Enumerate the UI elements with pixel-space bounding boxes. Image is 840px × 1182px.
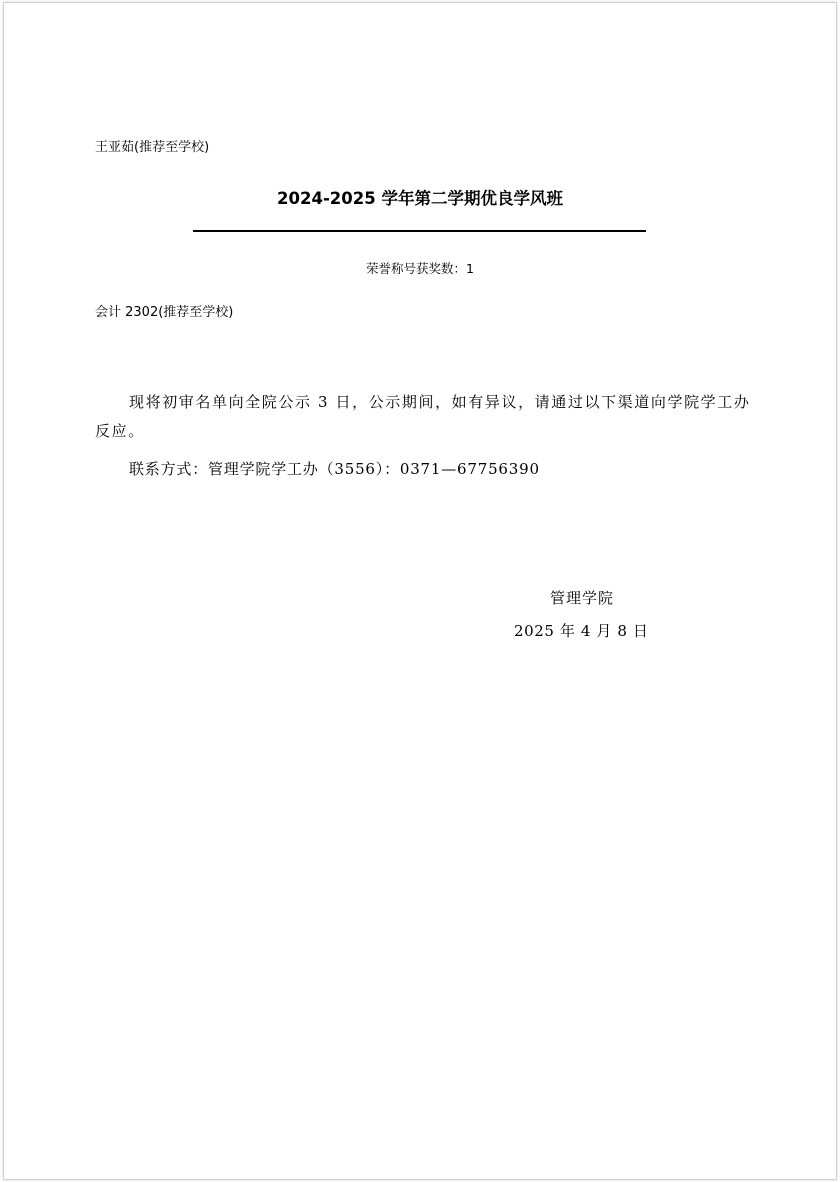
- class-line: 会计 2302(推荐至学校): [95, 305, 234, 320]
- document-title: 2024-2025 学年第二学期优良学风班: [277, 189, 563, 208]
- nominee-line: 王亚茹(推荐至学校): [95, 140, 210, 155]
- award-count-label: 荣誉称号获奖数：: [366, 261, 467, 276]
- document-page: [4, 3, 836, 1179]
- title-underline: [193, 230, 646, 232]
- contact-line: 联系方式：管理学院学工办（3556）：0371—67756390: [129, 460, 540, 478]
- signature-date: 2025 年 4 月 8 日: [514, 622, 649, 640]
- signature-organization: 管理学院: [550, 589, 615, 607]
- award-count: [4, 259, 836, 277]
- award-count-value: 1: [466, 261, 474, 276]
- notice-paragraph: 现将初审名单向全院公示 3 日，公示期间，如有异议，请通过以下渠道向学院学工办反应。: [95, 393, 751, 440]
